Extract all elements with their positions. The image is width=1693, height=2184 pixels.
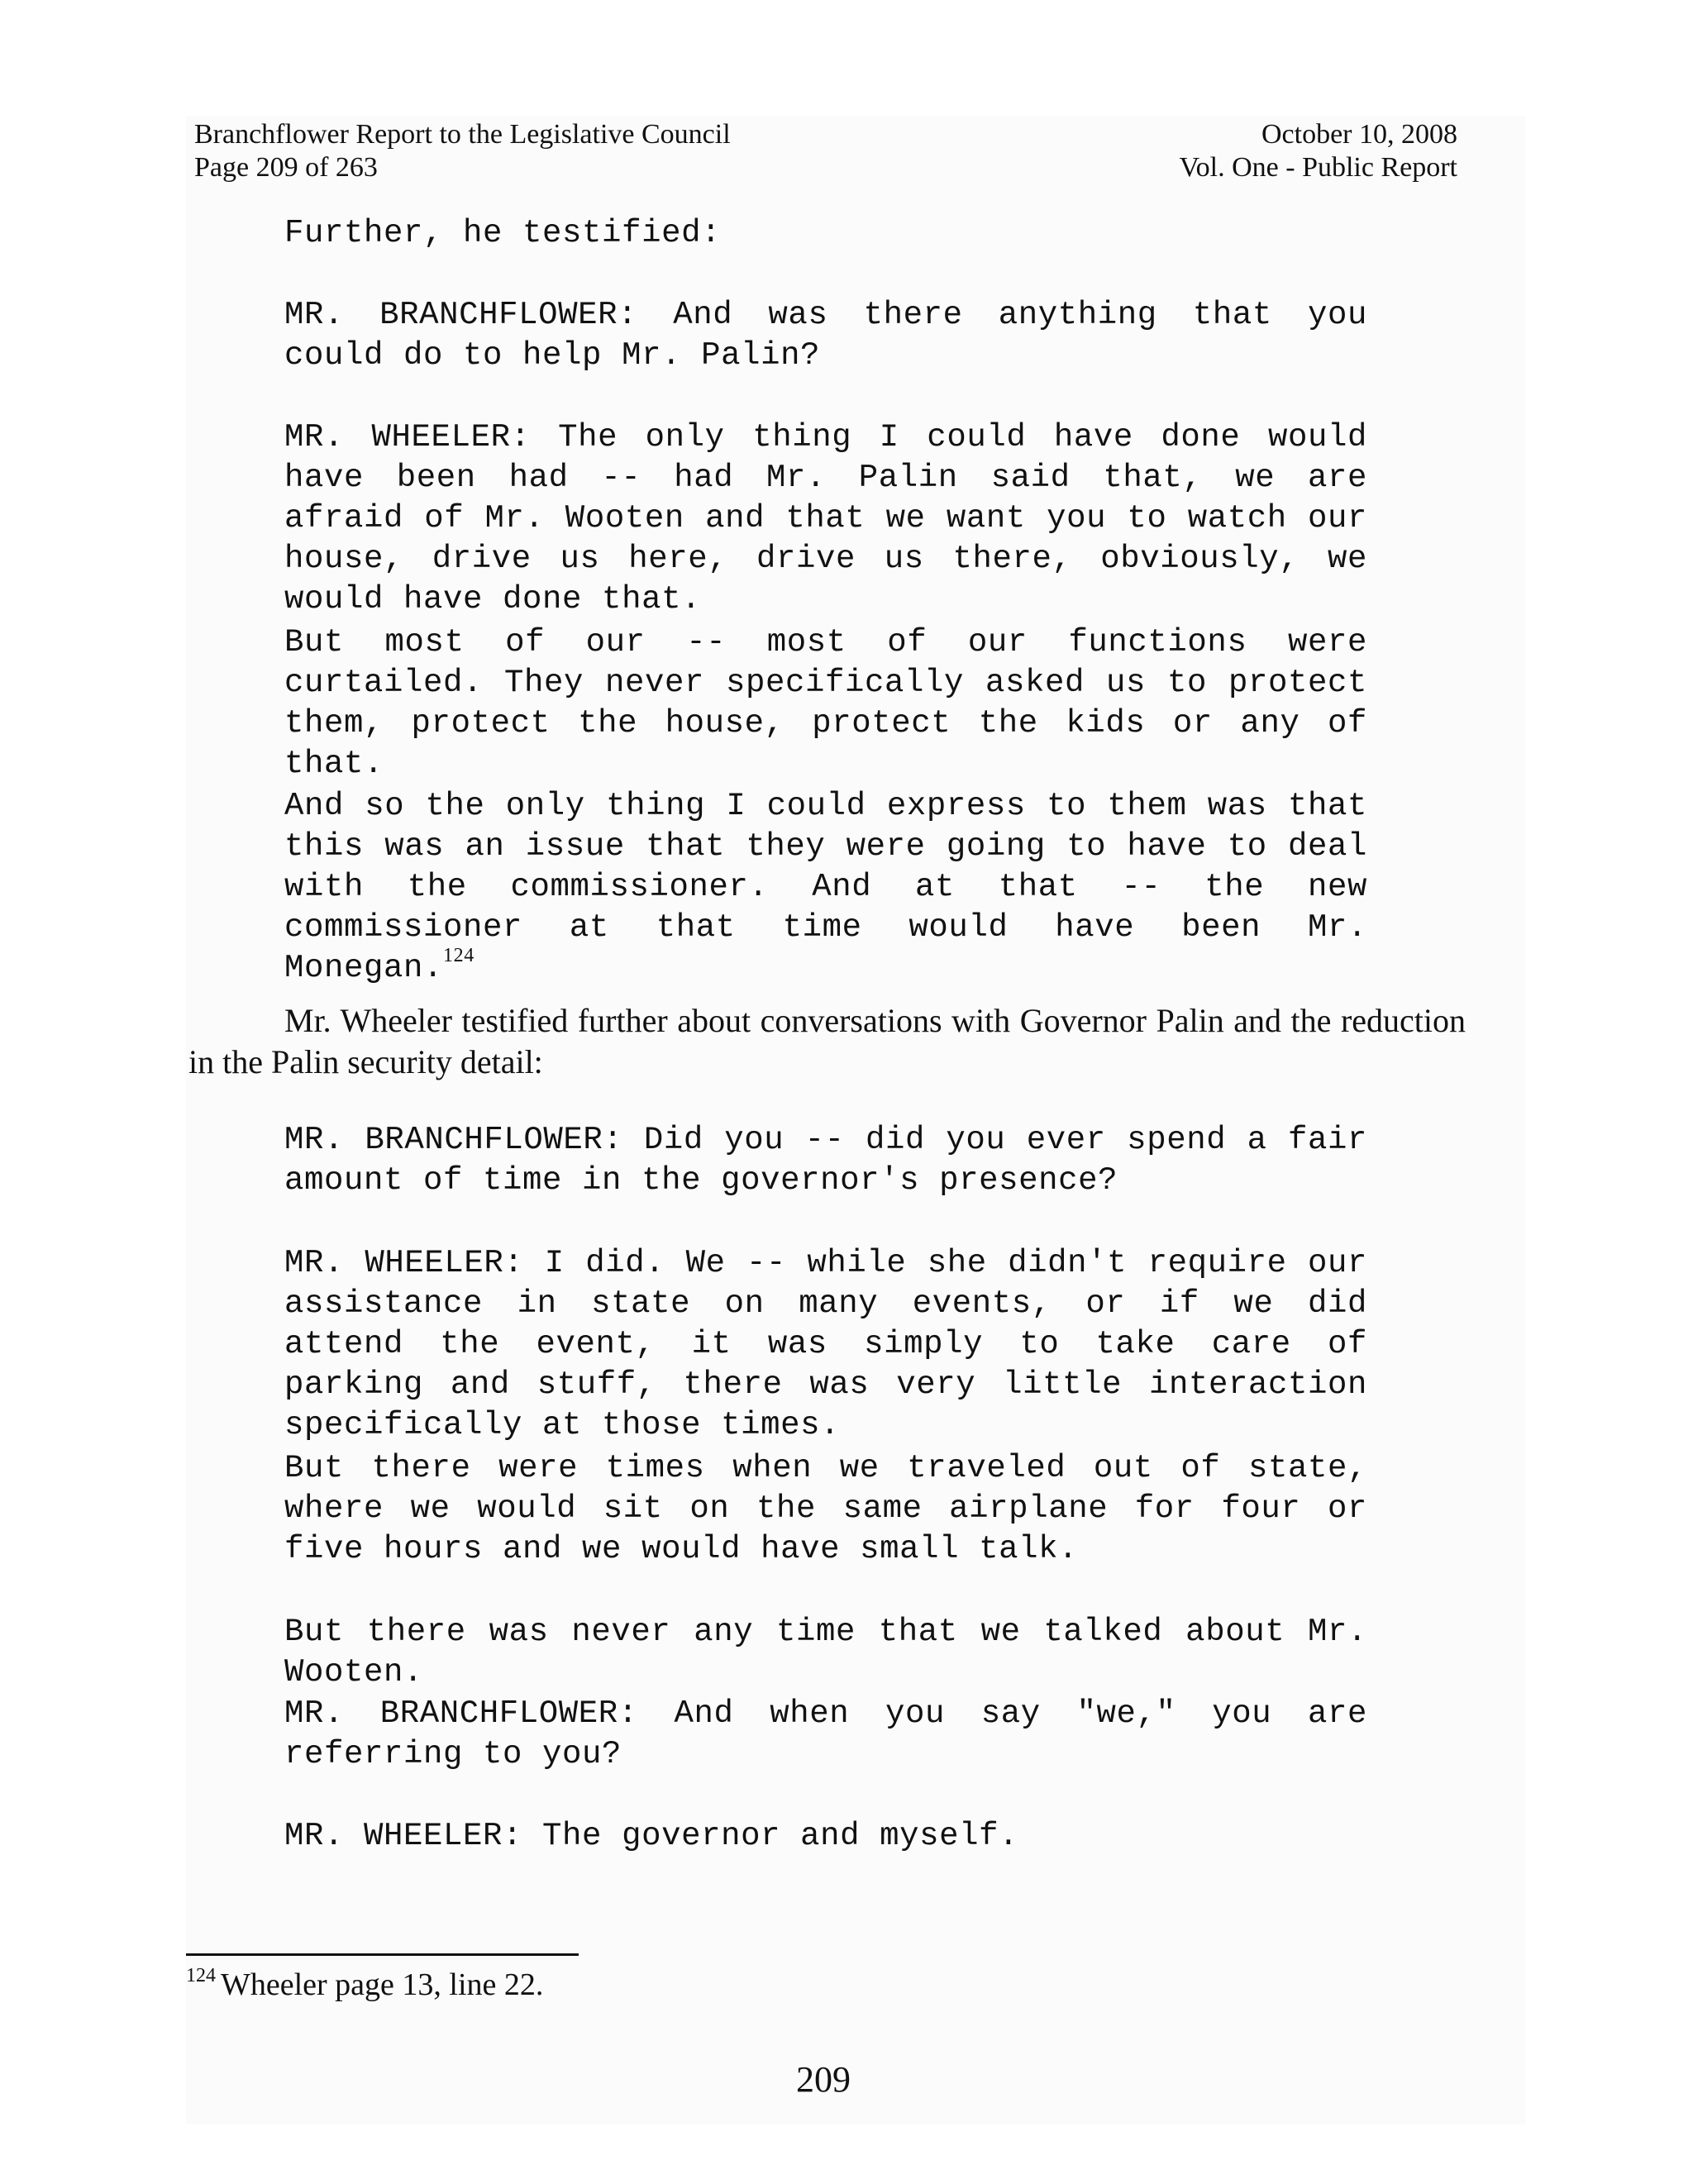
page-number: 209 [796,2059,851,2100]
report-date: October 10, 2008 [1261,119,1457,150]
footnote-reference: 124 [443,945,475,966]
transcript-answer-continued: But there were times when we traveled out of state, where we would sit on the same airplane for four or five hours and we would have small talk. [284,1450,1367,1567]
transcript-intro: Further, he testified: [284,215,722,251]
header-left [194,118,731,184]
transcript-answer-continued: But there was never any time that we talked about Mr. Wooten. [284,1614,1367,1690]
footnote-text: Wheeler page 13, line 22. [221,1967,544,2002]
page-of-total: Page 209 of 263 [194,152,378,183]
transcript-answer: MR. WHEELER: The only thing I could have done would have been had -- had Mr. Palin said that, we are afraid of Mr. Wooten and that we want you to watch our house, drive us here, drive us there, obviously, we would have done that. [284,419,1367,618]
transcript-question: MR. BRANCHFLOWER: And when you say "we," you are referring to you? [284,1695,1367,1772]
narrative-paragraph [188,1000,1466,1083]
footnote-separator [186,1953,579,1956]
transcript-question: MR. BRANCHFLOWER: And was there anything that you could do to help Mr. Palin? [284,297,1367,374]
footnote-number: 124 [186,1965,216,1986]
transcript-question: MR. BRANCHFLOWER: Did you -- did you ever spend a fair amount of time in the governor's presence? [284,1122,1367,1199]
transcript-answer: MR. WHEELER: I did. We -- while she didn't require our assistance in state on many events, or if we did attend the event, it was simply to take care of parking and stuff, there was very little interaction specifically at those times. [284,1245,1367,1443]
report-volume: Vol. One - Public Report [1179,152,1457,183]
header-right [1179,118,1457,184]
transcript-answer: MR. WHEELER: The governor and myself. [284,1818,1019,1854]
transcript-answer-continued [284,786,1367,989]
transcript-text: And so the only thing I could express to them was that this was an issue that they were going to have to deal with the commissioner. And at that -- the new commissioner at that time would have been Mr. Monegan. [284,788,1367,986]
transcript-answer-continued: But most of our -- most of our functions were curtailed. They never specifically asked us to protect them, protect the house, protect the kids or any of that. [284,624,1367,782]
narrative-text: Mr. Wheeler testified further about conversations with Governor Palin and the reduction in the Palin security detail: [188,1002,1466,1080]
footnote [186,1966,543,2004]
report-title: Branchflower Report to the Legislative Council [194,119,731,150]
